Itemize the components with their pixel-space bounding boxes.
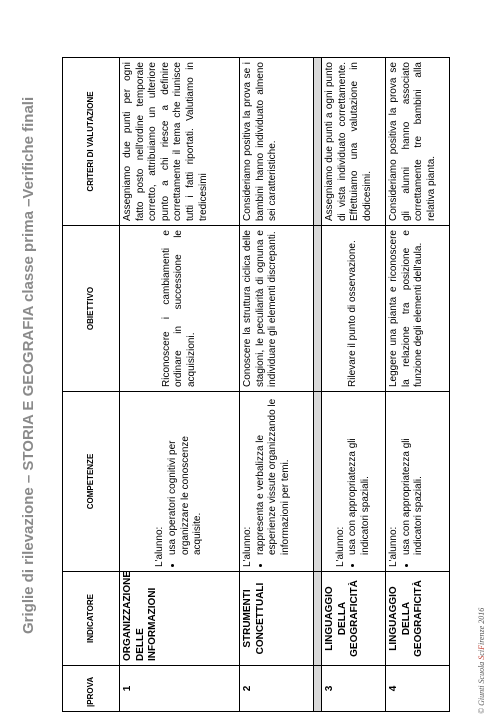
page-title: Griglie di rilevazione – STORIA E GEOGRAFIA classe prima –Verifiche finali [20, 96, 37, 634]
row-indicatore: STRUMENTI CONCETTUALI [240, 572, 314, 666]
row-indicatore: LINGUAGGIO DELLA GEOGRAFICITÀ [322, 572, 386, 666]
row-criteri: Consideriamo positiva la prova se i bambini hanno individuato almeno sei caratteristiche. [240, 58, 314, 226]
header-competenze: COMPETENZE [63, 392, 120, 572]
footer-suffix: irenze 2016 [477, 607, 486, 646]
table-row [386, 58, 450, 712]
row-number: 4 [386, 666, 450, 712]
row-indicatore: ORGANIZZAZIONE DELLE INFORMAZIONI [120, 572, 240, 666]
header-indicatore: INDICATORE [63, 572, 120, 666]
row-obiettivo: Leggere una pianta e riconoscere la relazione tra posizione e funzione degli elementi dell'aula. [386, 226, 450, 392]
row-number: 3 [322, 666, 386, 712]
competenze-list [347, 396, 372, 567]
row-obiettivo: Rilevare il punto di osservazione. [322, 226, 386, 392]
competenze-item: • usa con appropriatezza gli indicatori spaziali. [401, 396, 426, 555]
row-indicatore: LINGUAGGIO DELLA GEOGRAFICITÀ [386, 572, 450, 666]
row-criteri: Consideriamo positiva la prova se gli alunni hanno associato correttamente tre bambini alla relativa pianta. [386, 58, 450, 226]
footer-brand-s: S [477, 655, 486, 660]
row-criteri: Assegniamo due punti a ogni punto di vista individuato correttamente. Effettuiamo una valutazione in dodicesimi. [322, 58, 386, 226]
competenze-list [401, 396, 426, 567]
table-row [322, 58, 386, 712]
footer-prefix: © Giunti Scuola [477, 659, 486, 714]
row-criteri: Assegniamo due punti per ogni fatto posto nell'ordine temporale corretto, attribuiamo un ulteriore punto a chi riesce a definire correttamente il tema che riunisce tutti i fatti riportati. Valutiamo in tredicesimi [120, 58, 240, 226]
row-separator [314, 58, 322, 712]
competenze-item: • rappresenta e verbalizza le esperienze vissute organizzando le informazioni per temi. [255, 396, 293, 555]
competenze-intro: L'alunno: [242, 526, 253, 567]
competenze-list [167, 396, 205, 567]
table-row [240, 58, 314, 712]
row-number: 1 [120, 666, 240, 712]
competenze-item: • usa operatori cognitivi per organizzare le conoscenze acquisite. [167, 396, 205, 555]
row-number: 2 [240, 666, 314, 712]
competenze-intro: L'alunno: [154, 526, 166, 567]
row-competenze [240, 392, 314, 572]
row-competenze [120, 392, 240, 572]
competenze-intro: L'alunno: [334, 526, 346, 567]
competenze-item: • usa con appropriatezza gli indicatori spaziali. [347, 396, 372, 555]
row-competenze [322, 392, 386, 572]
header-obiettivo: OBIETTIVO [63, 226, 120, 392]
competenze-list [255, 396, 293, 567]
competenze-intro: L'alunno: [388, 526, 399, 567]
header-prova: |PROVA [63, 666, 120, 712]
row-competenze [386, 392, 450, 572]
header-criteri: CRITERI DI VALUTAZIONE [63, 58, 120, 226]
copyright-footer [477, 608, 486, 714]
header-row [63, 58, 120, 712]
table-row [120, 58, 240, 712]
row-obiettivo: Conoscere la struttura ciclica delle stagioni, le peculiarità di ognuna e individuare gli elementi discrepanti. [240, 226, 314, 392]
evaluation-grid [62, 57, 450, 712]
footer-brand-mid: ci [477, 649, 486, 656]
footer-brand-f: F [477, 645, 486, 650]
row-obiettivo: Riconoscere i cambiamenti e ordinare in successione le acquisizioni. [120, 226, 240, 392]
